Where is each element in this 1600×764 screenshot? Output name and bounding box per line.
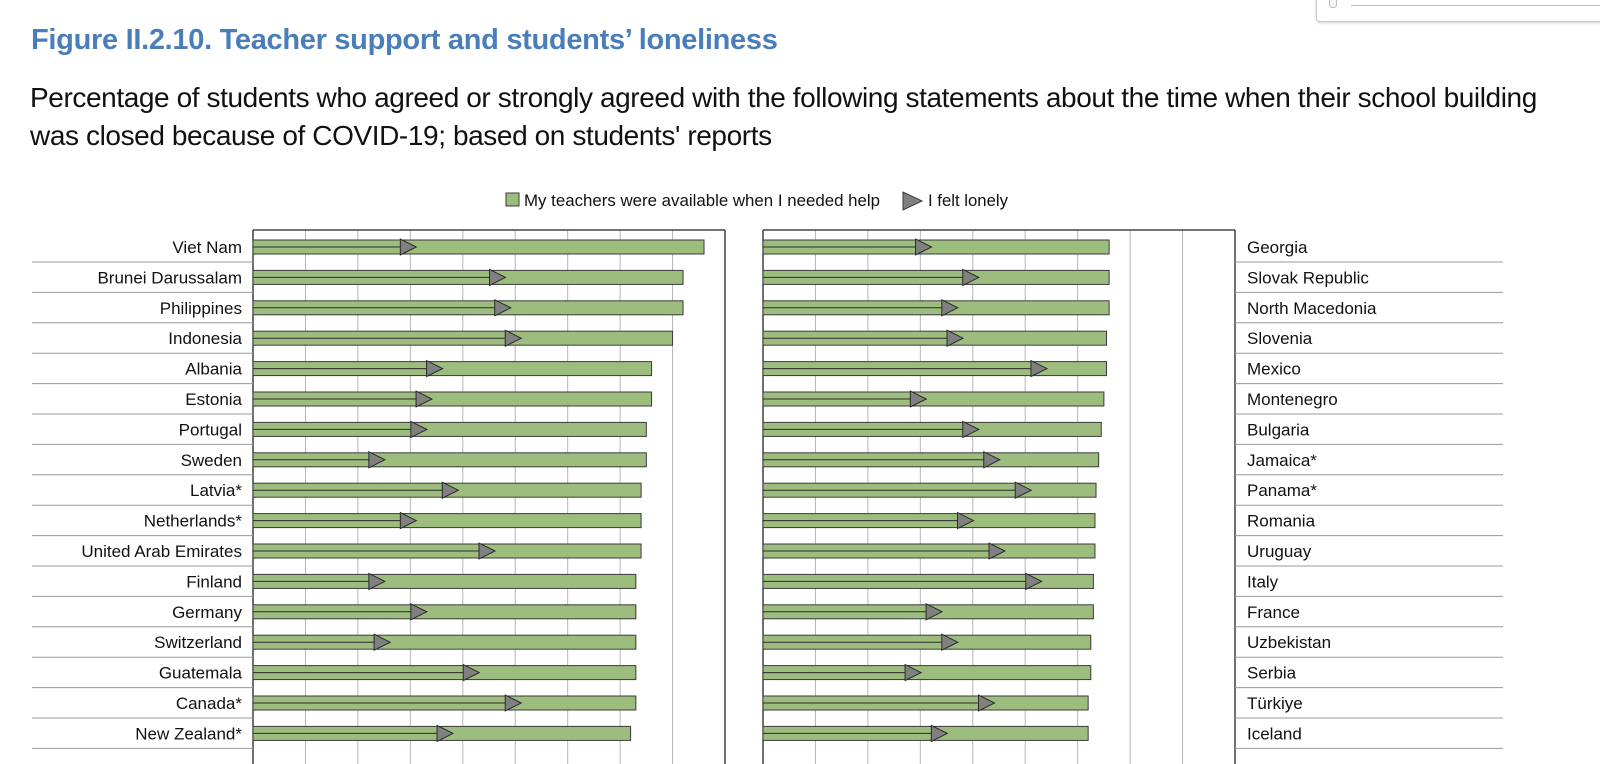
category-label-left-estonia: Estonia [185, 390, 242, 409]
category-label-right-france: France [1247, 602, 1300, 622]
legend-label-teachers: My teachers were available when I needed help [524, 191, 880, 210]
category-label-left-indonesia: Indonesia [168, 329, 242, 349]
category-label-left-latvia: Latvia* [190, 481, 242, 501]
category-label-left-united-arab-emirates: United Arab Emirates [81, 542, 242, 561]
category-label-right-slovenia: Slovenia [1247, 329, 1313, 349]
legend-swatch-teachers [506, 193, 519, 206]
category-label-left-portugal: Portugal [178, 420, 242, 440]
category-label-left-philippines: Philippines [159, 298, 242, 318]
category-label-right-uzbekistan: Uzbekistan [1247, 633, 1332, 653]
category-label-right-serbia: Serbia [1247, 663, 1297, 683]
chart-legend [506, 191, 1008, 210]
category-label-left-finland: Finland [186, 572, 242, 592]
figure-title: Figure II.2.10. Teacher support and students’ loneliness [31, 24, 778, 56]
category-label-left-guatemala: Guatemala [158, 663, 242, 683]
category-label-right-iceland: Iceland [1247, 724, 1302, 744]
category-label-left-netherlands: Netherlands* [143, 511, 242, 531]
category-label-left-albania: Albania [185, 359, 242, 379]
category-label-right-slovak-republic: Slovak Republic [1247, 268, 1369, 288]
category-label-left-viet-nam: Viet Nam [172, 238, 242, 257]
category-label-right-panama: Panama* [1247, 481, 1317, 501]
category-label-right-montenegro: Montenegro [1247, 390, 1338, 409]
category-label-left-switzerland: Switzerland [154, 633, 242, 653]
category-label-right-bulgaria: Bulgaria [1247, 420, 1310, 440]
category-label-right-georgia: Georgia [1247, 238, 1308, 257]
category-label-left-brunei-darussalam: Brunei Darussalam [97, 268, 242, 288]
category-label-right-jamaica: Jamaica* [1247, 450, 1317, 470]
category-label-right-uruguay: Uruguay [1247, 542, 1312, 561]
category-label-right-mexico: Mexico [1247, 359, 1301, 379]
chart-panel-right [763, 230, 1503, 764]
category-label-left-germany: Germany [172, 602, 242, 622]
category-label-right-romania: Romania [1247, 511, 1316, 531]
figure-subtitle: Percentage of students who agreed or strongly agreed with the following statements about the time when their school building was closed because of COVID-19; based on students' reports [30, 82, 1537, 151]
category-label-left-new-zealand: New Zealand* [135, 724, 242, 744]
legend-swatch-lonely [903, 192, 922, 210]
category-label-left-sweden: Sweden [180, 450, 242, 470]
category-label-right-north-macedonia: North Macedonia [1247, 298, 1377, 318]
chart-panel-left [32, 230, 725, 764]
legend-label-lonely: I felt lonely [928, 191, 1009, 210]
category-label-right-t-rkiye: Türkiye [1247, 694, 1303, 713]
category-label-left-canada: Canada* [175, 694, 242, 713]
category-label-right-italy: Italy [1247, 572, 1279, 592]
